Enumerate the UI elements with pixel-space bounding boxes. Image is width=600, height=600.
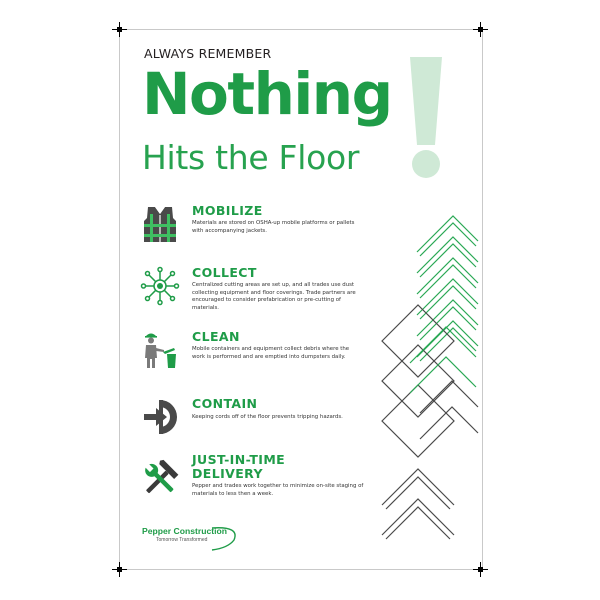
step-title-line-1: JUST-IN-TIME (192, 452, 286, 467)
logo-name: Pepper Construction (142, 526, 227, 536)
step-title-line-2: DELIVERY (192, 466, 263, 481)
step-description: Mobile containers and equipment collect debris where the work is performed and are emptied into dumpsters daily. (192, 346, 350, 360)
step-title: COLLECT (192, 265, 257, 280)
step-description: Keeping cords off of the floor prevents tripping hazards. (192, 414, 343, 420)
collection-network-icon (140, 266, 180, 306)
contain-arrow-icon (140, 397, 180, 437)
crop-mark-top-right (477, 26, 484, 33)
step-title: MOBILIZE (192, 203, 263, 218)
decorative-chevron-pattern (380, 213, 480, 558)
pepper-construction-logo (142, 526, 242, 556)
step-title: CLEAN (192, 329, 240, 344)
safety-vest-icon (140, 204, 180, 244)
step-description: Pepper and trades work together to minimize on-site staging of materials to less then a week. (192, 483, 364, 497)
step-description: Materials are stored on OSHA-up mobile platforms or pallets with accompanying jackets. (192, 220, 355, 234)
crop-mark-top-left (116, 26, 123, 33)
kicker-text: ALWAYS REMEMBER (144, 46, 272, 61)
worker-cleaning-icon (140, 330, 180, 370)
crop-mark-bottom-left (116, 566, 123, 573)
step-title: CONTAIN (192, 396, 258, 411)
step-description: Centralized cutting areas are set up, and all trades use dust collecting equipment and floor coverings. Trade partners are encouraged to consider prefabrication or pre-cutting of materials. (192, 282, 356, 311)
headline: Nothing (142, 60, 392, 128)
logo-tagline: Tomorrow Transformed (156, 537, 208, 543)
exclamation-icon (406, 57, 446, 179)
hammer-wrench-icon (140, 459, 180, 499)
crop-mark-bottom-right (477, 566, 484, 573)
subheadline: Hits the Floor (142, 138, 360, 177)
